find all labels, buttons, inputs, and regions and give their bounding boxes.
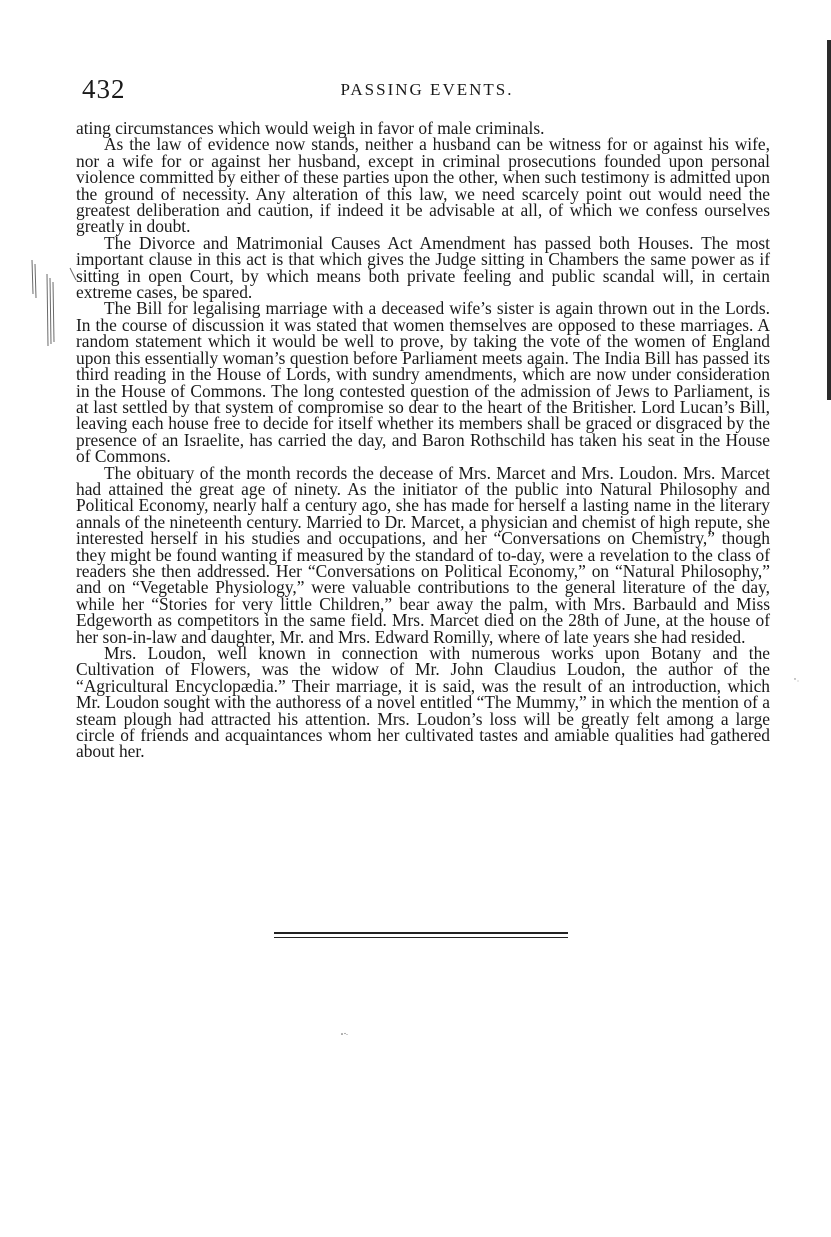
page-header: [82, 74, 772, 104]
paragraph-law-of-evidence: As the law of evidence now stands, neither a husband can be witness for or against his wife, nor a wife for or against her husband, except in criminal prosecutions founded upon personal violence committed by either of these parties upon the other, when such testimony is admitted upon the ground of necessity. Any alteration of this law, we need scarcely point out would need the greatest deliberation and caution, if indeed it be advisable at all, of which we confess ourselves greatly in doubt.: [76, 134, 770, 237]
ink-speck: [340, 1032, 348, 1036]
running-title: PASSING EVENTS.: [340, 80, 514, 99]
page-edge-rule: [827, 40, 831, 400]
paragraph-obituary-marcet: The obituary of the month records the decease of Mrs. Marcet and Mrs. Loudon. Mrs. Marcet had attained the great age of ninety. As the initiator of the public into Natural Philosophy and Political Economy, nearly half a century ago, she has made for herself a lasting name in the literary annals of the nineteenth century. Married to Dr. Marcet, a physician and chemist of high repute, she interested herself in his studies and occupations, and her “Conversations on Chemistry,” though they might be found wanting if measured by the standard of to-day, were a revelation to the class of readers she then addressed. Her “Conversations on Political Economy,” on “Natural Philosophy,” and on “Vegetable Physiology,” were valuable contributions to the general literature of the day, while her “Stories for very little Children,” bear away the palm, with Mrs. Barbauld and Miss Edgeworth as competitors in the same field. Mrs. Marcet died on the 28th of June, at the house of her son-in-law and daughter, Mr. and Mrs. Edward Romilly, where of late years she had resided.: [76, 462, 770, 647]
article-body: [76, 120, 770, 760]
margin-pencil-marks: [18, 258, 78, 348]
page-number: 432: [82, 74, 126, 104]
paragraph-marriage-bill: The Bill for legalising marriage with a deceased wife’s sister is again thrown out in the Lords. In the course of discussion it was stated that women themselves are opposed to these marriages. A random statement which it would be well to prove, by taking the vote of the women of England upon this essentially woman’s question before Parliament meets again. The India Bill has passed its third reading in the House of Lords, with sundry amendments, which are now under consideration in the House of Commons. The long contested question of the admission of Jews to Parliament, is at last settled by that system of compromise so dear to the heart of the Britisher. Lord Lucan’s Bill, leaving each house free to decide for itself whether its members shall be graced or disgraced by the presence of an Israelite, has carried the day, and Baron Rothschild has taken his seat in the House of Commons.: [76, 298, 770, 467]
ink-speck: [792, 676, 800, 684]
paragraph-continuation: ating circumstances which would weigh in favor of male criminals.: [76, 118, 545, 138]
paragraph-obituary-loudon: Mrs. Loudon, well known in connection with numerous works upon Botany and the Cultivation of Flowers, was the widow of Mr. John Claudius Loudon, the author of the “Agricultural Encyclopædia.” Their marriage, it is said, was the result of an introduction, which Mr. Loudon sought with the authoress of a novel entitled “The Mummy,” in which the mention of a steam plough had attracted his attention. Mrs. Loudon’s loss will be greatly felt among a large circle of friends and acquaintances whom her cultivated tastes and amiable qualities had gathered about her.: [76, 643, 770, 762]
paragraph-divorce-act: The Divorce and Matrimonial Causes Act Amendment has passed both Houses. The most important clause in this act is that which gives the Judge sitting in Chambers the same power as if sitting in open Court, by which means both private feeling and public scandal will, in certain extreme cases, be spared.: [76, 232, 770, 303]
section-end-rule: [274, 932, 568, 939]
